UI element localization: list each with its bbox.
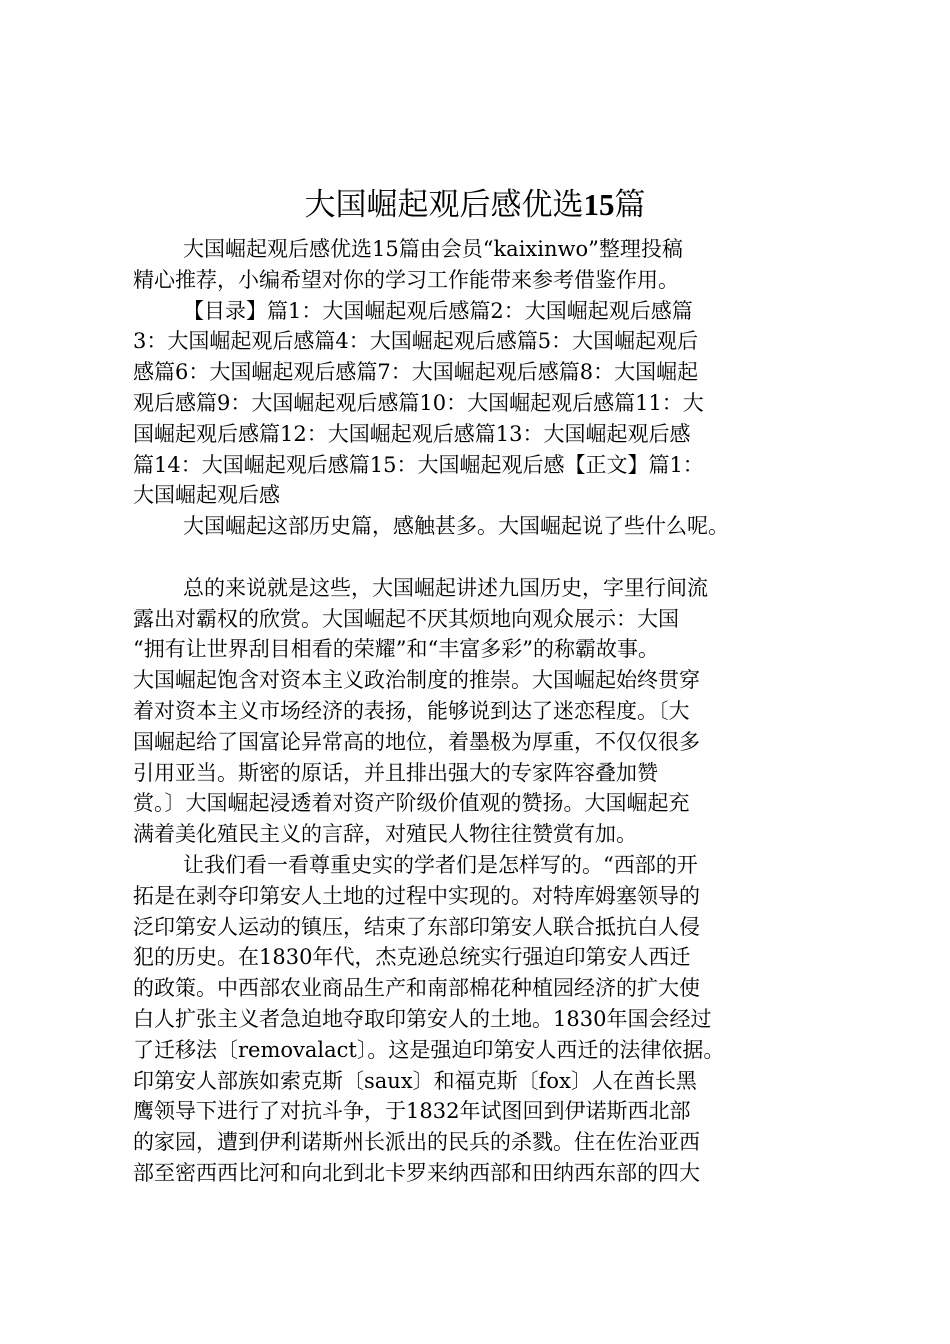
text-line: 【目录】篇1：大国崛起观后感篇2：大国崛起观后感篇 — [183, 298, 693, 323]
text-line: 大国崛起饱含对资本主义政治制度的推崇。大国崛起始终贯穿 — [133, 668, 700, 693]
text-line: 观后感篇9：大国崛起观后感篇10：大国崛起观后感篇11：大 — [133, 390, 704, 415]
text-line: 印第安人部族如索克斯〔saux〕和福克斯〔fox〕人在酋长黑 — [133, 1068, 697, 1093]
text-line: 3：大国崛起观后感篇4：大国崛起观后感篇5：大国崛起观后 — [133, 329, 699, 354]
text-line: 露出对霸权的欣赏。大国崛起不厌其烦地向观众展示：大国 — [133, 606, 679, 631]
text-line: 拓是在剥夺印第安人土地的过程中实现的。对特库姆塞领导的 — [133, 883, 700, 908]
text-line: 总的来说就是这些，大国崛起讲述九国历史，字里行间流 — [183, 575, 708, 600]
title-main: 大国崛起观后感优选 — [304, 187, 584, 223]
text-line: 赏。〕大国崛起浸透着对资产阶级价值观的赞扬。大国崛起充 — [133, 791, 690, 816]
page-title — [0, 183, 950, 227]
text-line: 引用亚当。斯密的原话，并且排出强大的专家阵容叠加赞 — [133, 760, 658, 785]
text-line: 部至密西西比河和向北到北卡罗来纳西部和田纳西东部的四大 — [133, 1160, 700, 1185]
text-line: 国崛起观后感篇12：大国崛起观后感篇13：大国崛起观后感 — [133, 421, 691, 446]
text-line: 感篇6：大国崛起观后感篇7：大国崛起观后感篇8：大国崛起 — [133, 360, 699, 385]
text-line: 着对资本主义市场经济的表扬，能够说到达了迷恋程度。〔大 — [133, 698, 690, 723]
text-line: “拥有让世界刮目相看的荣耀”和“丰富多彩”的称霸故事。 — [133, 637, 659, 662]
text-line: 满着美化殖民主义的言辞，对殖民人物往往赞赏有加。 — [133, 822, 637, 847]
text-line: 了迁移法〔removalact〕。这是强迫印第安人西迁的法律依据。 — [133, 1037, 725, 1062]
text-line: 泛印第安人运动的镇压，结束了东部印第安人联合抵抗白人侵 — [133, 914, 700, 939]
text-line — [133, 542, 833, 573]
text-line: 的家园，遭到伊利诺斯州长派出的民兵的杀戮。住在佐治亚西 — [133, 1130, 700, 1155]
title-tail: 篇 — [614, 187, 646, 223]
body-text — [133, 234, 833, 1189]
text-line: 国崛起给了国富论异常高的地位，着墨极为厚重，不仅仅很多 — [133, 729, 700, 754]
title-number: 15 — [583, 187, 615, 222]
text-line: 大国崛起观后感优选15篇由会员“kaixinwo”整理投稿 — [183, 237, 683, 261]
text-line: 篇14：大国崛起观后感篇15：大国崛起观后感【正文】篇1： — [133, 452, 704, 477]
text-line: 精心推荐，小编希望对你的学习工作能带来参考借鉴作用。 — [133, 267, 679, 292]
text-line: 大国崛起这部历史篇，感触甚多。大国崛起说了些什么呢。 — [183, 514, 729, 539]
text-line: 让我们看一看尊重史实的学者们是怎样写的。“西部的开 — [183, 852, 698, 877]
text-line: 的政策。中西部农业商品生产和南部棉花种植园经济的扩大使 — [133, 976, 700, 1001]
text-line: 白人扩张主义者急迫地夺取印第安人的土地。1830年国会经过 — [133, 1006, 712, 1031]
text-line: 大国崛起观后感 — [133, 483, 280, 508]
text-line: 鹰领导下进行了对抗斗争，于1832年试图回到伊诺斯西北部 — [133, 1099, 691, 1124]
text-line: 犯的历史。在1830年代，杰克逊总统实行强迫印第安人西迁 — [133, 945, 691, 970]
